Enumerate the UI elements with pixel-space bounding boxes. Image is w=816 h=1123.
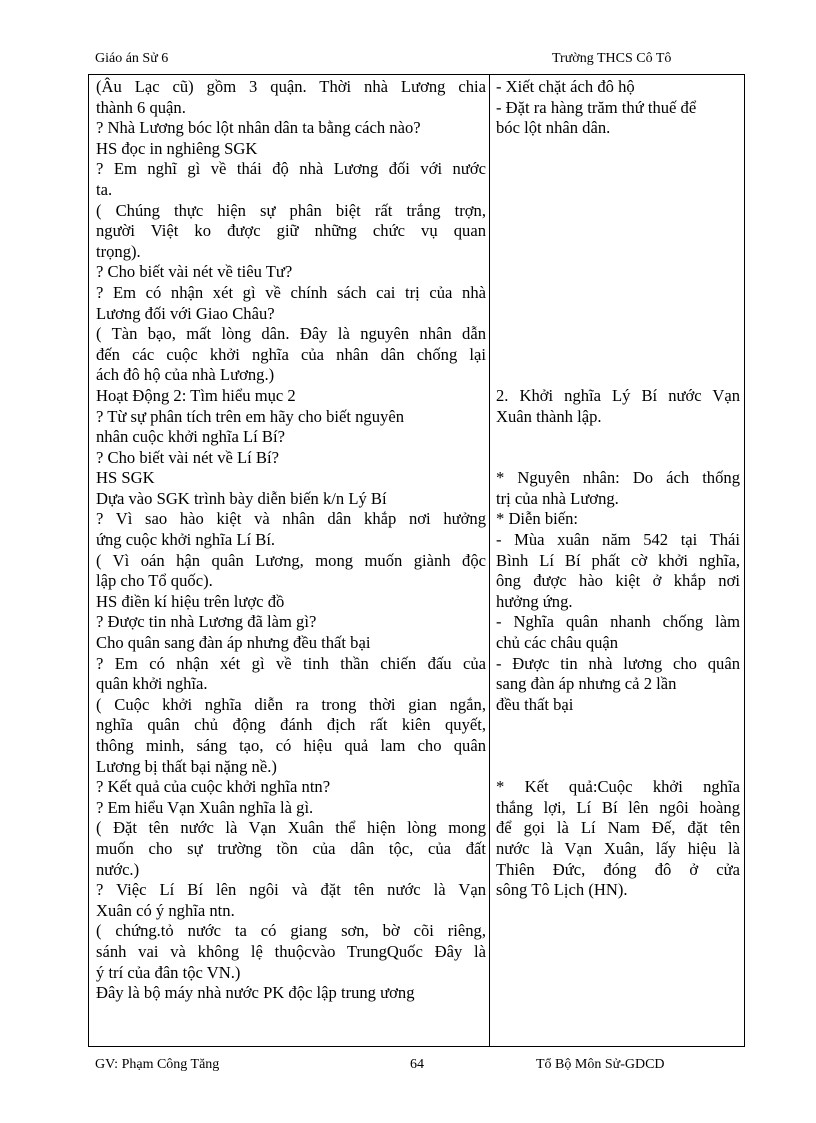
activity-line: sánh vai và không lệ thuộcvào TrungQuốc Đây là: [96, 941, 486, 961]
activity-line: ý trí của đân tộc VN.): [96, 962, 241, 982]
activity-line: lập cho Tổ quốc).: [96, 571, 213, 591]
footer-department: Tổ Bộ Môn Sử-GDCD: [536, 1057, 665, 1072]
activity-line: ? Kết quả của cuộc khởi nghĩa ntn?: [96, 777, 331, 797]
activity-line: ? Em hiểu Vạn Xuân nghĩa là gì.: [96, 797, 314, 817]
activity-line: ? Cho biết vài nét về tiêu Tư?: [96, 262, 293, 282]
activity-line: ? Cho biết vài nét về Lí Bí?: [96, 447, 279, 467]
activity-line: thông minh, sáng tạo, có hiệu quả lam cho quân: [96, 736, 486, 755]
activity-line: đến các cuộc khởi nghĩa của nhân dân chống lại: [96, 344, 486, 364]
content-line: để gọi là Lí Nam Đế, đặt tên: [496, 818, 740, 838]
content-line: - Xiết chặt ách đô hộ: [496, 77, 635, 96]
content-line: [496, 201, 740, 222]
content-line: Xuân thành lập.: [496, 406, 602, 426]
activity-line: thành 6 quận.: [96, 97, 186, 117]
activity-line: ứng cuộc khởi nghĩa Lí Bí.: [96, 530, 276, 550]
content-line: [496, 324, 740, 345]
content-line: [496, 139, 740, 160]
content-line: sang đàn áp nhưng cả 2 lần: [496, 674, 677, 694]
activity-line: ? Được tin nhà Lương đã làm gì?: [96, 612, 317, 632]
activity-line: nghĩa quân chủ động đánh địch rất kiên quyết,: [96, 715, 486, 735]
content-line: - Nghĩa quân nhanh chống làm: [496, 612, 740, 632]
activity-line: ? Em có nhận xét gì về chính sách cai trị của nhà: [96, 282, 486, 302]
footer-teacher: GV: Phạm Công Tăng: [95, 1057, 220, 1072]
activity-line: ( Đặt tên nước là Vạn Xuân thể hiện lòng mong: [96, 818, 486, 838]
activity-line: quân khởi nghĩa.: [96, 674, 208, 694]
activities-column: [96, 77, 486, 1004]
content-line: [496, 304, 740, 325]
header-right: Trường THCS Cô Tô: [552, 51, 672, 66]
content-line: [496, 180, 740, 201]
activity-line: ? Việc Lí Bí lên ngôi và đặt tên nước là Vạn: [96, 880, 486, 900]
activity-line: muốn cho sự trường tồn của dân tộc, của đất: [96, 838, 486, 858]
content-line: * Kết quả:Cuộc khởi nghĩa: [496, 777, 740, 797]
content-line: hưởng ứng.: [496, 591, 573, 611]
content-line: [496, 448, 740, 469]
content-line: [496, 345, 740, 366]
activity-line: ? Từ sự phân tích trên em hãy cho biết nguyên: [96, 406, 404, 426]
activity-line: ? Em có nhận xét gì về tinh thần chiến đấu của: [96, 653, 486, 673]
content-line: trị của nhà Lương.: [496, 488, 619, 508]
content-line: [496, 283, 740, 304]
content-column: [496, 77, 740, 901]
content-line: [496, 757, 740, 778]
content-line: sông Tô Lịch (HN).: [496, 880, 628, 900]
content-line: Thiên Đức, đóng đô ở cửa: [496, 859, 740, 879]
footer-rule: [88, 1046, 745, 1047]
activity-line: ( Chúng thực hiện sự phân biệt rất trắng trợn,: [96, 200, 486, 220]
activity-line: Hoạt Động 2: Tìm hiểu mục 2: [96, 385, 296, 405]
header-left: Giáo án Sử 6: [95, 51, 169, 66]
content-line: thắng lợi, Lí Bí lên ngôi hoàng: [496, 797, 740, 817]
content-line: nước là Vạn Xuân, lấy hiệu là: [496, 838, 740, 858]
activity-line: người Việt ko được giữ những chức vụ quan: [96, 221, 486, 241]
activity-line: HS SGK: [96, 468, 155, 488]
activity-line: nước.): [96, 859, 140, 879]
activity-line: nhân cuộc khởi nghĩa Lí Bí?: [96, 427, 285, 447]
content-line: - Mùa xuân năm 542 tại Thái: [496, 530, 740, 550]
content-line: [496, 262, 740, 283]
activity-line: ( chứng.tỏ nước ta có giang sơn, bờ cõi riêng,: [96, 921, 486, 941]
content-line: [496, 242, 740, 263]
content-line: - Đặt ra hàng trăm thứ thuế để: [496, 97, 697, 117]
activity-line: ( Tàn bạo, mất lòng dân. Đây là nguyên nhân dẫn: [96, 324, 486, 344]
activity-line: Dựa vào SGK trình bày diễn biến k/n Lý Bí: [96, 488, 387, 508]
activity-line: Lương đối với Giao Châu?: [96, 303, 275, 323]
activity-line: trọng).: [96, 241, 141, 261]
content-line: - Được tin nhà lương cho quân: [496, 653, 740, 673]
activity-line: ( Cuộc khởi nghĩa diễn ra trong thời gian ngắn,: [96, 694, 486, 714]
activity-line: HS điền kí hiệu trên lược đồ: [96, 591, 285, 611]
content-line: bóc lột nhân dân.: [496, 118, 611, 138]
content-line: ông được hào kiệt ở khắp nơi: [496, 571, 740, 591]
content-line: 2. Khởi nghĩa Lý Bí nước Vạn: [496, 385, 740, 405]
content-line: đều thất bại: [496, 694, 574, 714]
activity-line: Cho quân sang đàn áp nhưng đều thất bại: [96, 633, 371, 653]
content-line: [496, 736, 740, 757]
content-line: [496, 221, 740, 242]
content-line: Bình Lí Bí phất cờ khởi nghĩa,: [496, 550, 740, 570]
content-line: * Diễn biến:: [496, 509, 579, 529]
content-line: [496, 427, 740, 448]
content-line: chủ các châu quận: [496, 633, 619, 653]
activity-line: ách đô hộ của nhà Lương.): [96, 365, 275, 385]
activity-line: Đây là bộ máy nhà nước PK độc lập trung ương: [96, 983, 415, 1003]
activity-line: (Âu Lạc cũ) gồm 3 quận. Thời nhà Lương chia: [96, 77, 486, 96]
activity-line: Xuân có ý nghĩa ntn.: [96, 900, 235, 920]
activity-line: ta.: [96, 179, 113, 199]
activity-line: Lương bị thất bại nặng nề.): [96, 756, 277, 776]
activity-line: ( Vì oán hận quân Lương, mong muốn giành độc: [96, 550, 486, 570]
content-line: [496, 159, 740, 180]
content-line: [496, 715, 740, 736]
footer-page-number: 64: [410, 1057, 424, 1072]
activity-line: ? Vì sao hào kiệt và nhân dân khắp nơi hưởng: [96, 509, 486, 529]
content-line: [496, 365, 740, 386]
column-divider: [489, 74, 490, 1046]
activity-line: ? Em nghĩ gì về thái độ nhà Lương đối với nước: [96, 159, 486, 179]
activity-line: HS đọc in nghiêng SGK: [96, 138, 258, 158]
activity-line: ? Nhà Lương bóc lột nhân dân ta bằng cách nào?: [96, 118, 421, 138]
content-line: * Nguyên nhân: Do ách thống: [496, 468, 740, 488]
